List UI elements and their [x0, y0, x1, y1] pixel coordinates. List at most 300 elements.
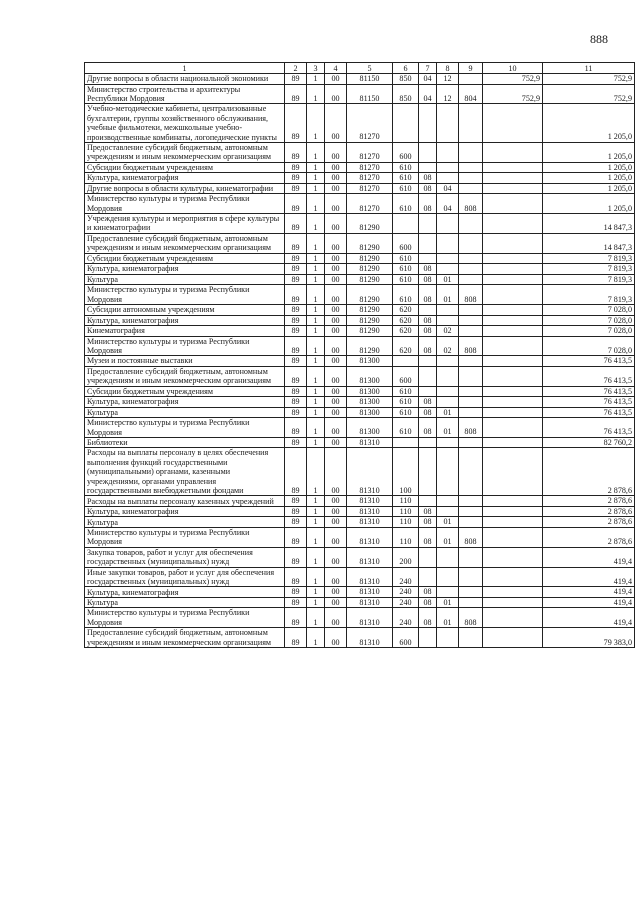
table-row — [85, 397, 635, 408]
cell-c7: 08 — [419, 587, 437, 598]
cell-c5: 81310 — [347, 506, 393, 517]
cell-c8 — [437, 356, 459, 367]
cell-c5: 81290 — [347, 326, 393, 337]
cell-c9 — [459, 264, 483, 275]
column-header-3: 3 — [307, 63, 325, 74]
cell-c6: 610 — [393, 264, 419, 275]
cell-c7: 08 — [419, 597, 437, 608]
cell-c8 — [437, 448, 459, 496]
cell-c7: 08 — [419, 194, 437, 214]
cell-c7 — [419, 233, 437, 253]
cell-c5: 81270 — [347, 183, 393, 194]
cell-c2: 89 — [285, 253, 307, 264]
cell-c5: 81310 — [347, 567, 393, 587]
cell-c6: 240 — [393, 608, 419, 628]
cell-c9 — [459, 496, 483, 507]
cell-c2: 89 — [285, 173, 307, 184]
cell-c7: 08 — [419, 274, 437, 285]
cell-c6: 610 — [393, 162, 419, 173]
cell-c4: 00 — [325, 326, 347, 337]
cell-c10 — [483, 386, 543, 397]
cell-name: Иные закупки товаров, работ и услуг для обеспечения государственных (муниципальных) нужд — [85, 567, 285, 587]
table-row — [85, 233, 635, 253]
cell-c4: 00 — [325, 162, 347, 173]
cell-c9: 808 — [459, 418, 483, 438]
cell-c4: 00 — [325, 194, 347, 214]
cell-c8: 01 — [437, 517, 459, 528]
cell-c11: 7 819,3 — [543, 253, 635, 264]
cell-c11: 76 413,5 — [543, 386, 635, 397]
cell-c9 — [459, 162, 483, 173]
cell-c8: 02 — [437, 326, 459, 337]
cell-c4: 00 — [325, 448, 347, 496]
cell-c2: 89 — [285, 597, 307, 608]
table-row — [85, 567, 635, 587]
cell-c11: 752,9 — [543, 84, 635, 104]
cell-c10 — [483, 628, 543, 648]
cell-c8 — [437, 366, 459, 386]
cell-c7 — [419, 214, 437, 234]
cell-c7 — [419, 305, 437, 316]
cell-name: Министерство культуры и туризма Республики Мордовия — [85, 285, 285, 305]
cell-c3: 1 — [307, 233, 325, 253]
cell-c3: 1 — [307, 194, 325, 214]
cell-c7 — [419, 104, 437, 143]
cell-c8: 12 — [437, 84, 459, 104]
cell-c7 — [419, 162, 437, 173]
cell-c9: 808 — [459, 285, 483, 305]
cell-c6: 600 — [393, 628, 419, 648]
cell-c8 — [437, 305, 459, 316]
cell-c7: 08 — [419, 264, 437, 275]
cell-c11: 7 028,0 — [543, 305, 635, 316]
cell-c6: 600 — [393, 366, 419, 386]
cell-c11: 419,4 — [543, 587, 635, 598]
cell-c11: 7 028,0 — [543, 315, 635, 326]
cell-c9 — [459, 183, 483, 194]
table-row — [85, 366, 635, 386]
cell-c8 — [437, 587, 459, 598]
cell-c5: 81290 — [347, 336, 393, 356]
cell-c2: 89 — [285, 336, 307, 356]
cell-c3: 1 — [307, 517, 325, 528]
cell-c4: 00 — [325, 547, 347, 567]
cell-c8: 02 — [437, 336, 459, 356]
cell-name: Культура — [85, 274, 285, 285]
cell-c8 — [437, 547, 459, 567]
table-row — [85, 448, 635, 496]
cell-c2: 89 — [285, 407, 307, 418]
cell-c7: 08 — [419, 397, 437, 408]
cell-c9 — [459, 253, 483, 264]
column-header-8: 8 — [437, 63, 459, 74]
cell-c3: 1 — [307, 183, 325, 194]
cell-c8 — [437, 214, 459, 234]
cell-c3: 1 — [307, 336, 325, 356]
cell-c10 — [483, 315, 543, 326]
cell-c10 — [483, 418, 543, 438]
cell-name: Кинематография — [85, 326, 285, 337]
cell-c8 — [437, 567, 459, 587]
cell-c8 — [437, 264, 459, 275]
cell-c2: 89 — [285, 628, 307, 648]
cell-c5: 81310 — [347, 448, 393, 496]
table-row — [85, 194, 635, 214]
cell-c8 — [437, 104, 459, 143]
cell-c9 — [459, 628, 483, 648]
table-row — [85, 527, 635, 547]
cell-c6: 620 — [393, 305, 419, 316]
cell-c5: 81310 — [347, 587, 393, 598]
cell-c8 — [437, 397, 459, 408]
cell-c11: 419,4 — [543, 547, 635, 567]
cell-c3: 1 — [307, 173, 325, 184]
table-row — [85, 587, 635, 598]
cell-c4: 00 — [325, 506, 347, 517]
cell-c6: 600 — [393, 233, 419, 253]
cell-c11: 1 205,0 — [543, 194, 635, 214]
cell-c5: 81300 — [347, 356, 393, 367]
cell-c10 — [483, 506, 543, 517]
cell-c4: 00 — [325, 336, 347, 356]
cell-c5: 81290 — [347, 305, 393, 316]
table-row — [85, 162, 635, 173]
cell-c2: 89 — [285, 305, 307, 316]
cell-c2: 89 — [285, 274, 307, 285]
cell-c5: 81270 — [347, 173, 393, 184]
cell-c11: 2 878,6 — [543, 527, 635, 547]
cell-c5: 81150 — [347, 74, 393, 85]
table-row — [85, 437, 635, 448]
cell-c11: 76 413,5 — [543, 407, 635, 418]
table-row — [85, 418, 635, 438]
cell-c4: 00 — [325, 104, 347, 143]
cell-c6: 610 — [393, 386, 419, 397]
cell-c8: 01 — [437, 407, 459, 418]
cell-c4: 00 — [325, 527, 347, 547]
cell-c5: 81290 — [347, 233, 393, 253]
cell-c9 — [459, 407, 483, 418]
cell-c5: 81150 — [347, 84, 393, 104]
table-row — [85, 305, 635, 316]
cell-c6: 610 — [393, 183, 419, 194]
cell-c2: 89 — [285, 84, 307, 104]
column-header-1: 1 — [85, 63, 285, 74]
cell-c10 — [483, 162, 543, 173]
cell-c7 — [419, 437, 437, 448]
cell-name: Министерство строительства и архитектуры Республики Мордовия — [85, 84, 285, 104]
cell-c11: 14 847,3 — [543, 233, 635, 253]
cell-name: Министерство культуры и туризма Республики Мордовия — [85, 418, 285, 438]
cell-c11: 1 205,0 — [543, 142, 635, 162]
column-header-11: 11 — [543, 63, 635, 74]
cell-c10 — [483, 173, 543, 184]
table-row — [85, 285, 635, 305]
cell-c2: 89 — [285, 74, 307, 85]
cell-c7 — [419, 356, 437, 367]
cell-c6: 600 — [393, 142, 419, 162]
cell-c2: 89 — [285, 162, 307, 173]
cell-c8 — [437, 315, 459, 326]
cell-c6: 240 — [393, 597, 419, 608]
cell-c5: 81300 — [347, 386, 393, 397]
cell-c7: 08 — [419, 173, 437, 184]
cell-c3: 1 — [307, 274, 325, 285]
column-header-2: 2 — [285, 63, 307, 74]
cell-c8: 01 — [437, 285, 459, 305]
cell-c2: 89 — [285, 437, 307, 448]
cell-c3: 1 — [307, 587, 325, 598]
cell-c10 — [483, 142, 543, 162]
cell-c4: 00 — [325, 285, 347, 305]
cell-name: Другие вопросы в области культуры, кинематографии — [85, 183, 285, 194]
cell-c3: 1 — [307, 418, 325, 438]
cell-c2: 89 — [285, 315, 307, 326]
cell-name: Министерство культуры и туризма Республики Мордовия — [85, 608, 285, 628]
cell-c2: 89 — [285, 587, 307, 598]
cell-c2: 89 — [285, 386, 307, 397]
cell-c2: 89 — [285, 233, 307, 253]
cell-c7: 08 — [419, 527, 437, 547]
cell-c7: 08 — [419, 336, 437, 356]
cell-c2: 89 — [285, 142, 307, 162]
cell-c4: 00 — [325, 315, 347, 326]
cell-c2: 89 — [285, 264, 307, 275]
cell-c8: 01 — [437, 597, 459, 608]
cell-name: Учебно-методические кабинеты, централизованные бухгалтерии, группы хозяйственного обслуживания, учебные фильмотеки, межшкольные учебно-производственные комбинаты, логопедические пункты — [85, 104, 285, 143]
table-row — [85, 183, 635, 194]
cell-c3: 1 — [307, 628, 325, 648]
cell-name: Музеи и постоянные выставки — [85, 356, 285, 367]
cell-c10 — [483, 527, 543, 547]
cell-c6: 110 — [393, 517, 419, 528]
table-row — [85, 142, 635, 162]
cell-c7: 04 — [419, 74, 437, 85]
cell-c11: 76 413,5 — [543, 397, 635, 408]
cell-c3: 1 — [307, 305, 325, 316]
table-row — [85, 315, 635, 326]
cell-c11: 2 878,6 — [543, 448, 635, 496]
cell-c8 — [437, 386, 459, 397]
cell-c3: 1 — [307, 527, 325, 547]
cell-c2: 89 — [285, 104, 307, 143]
cell-c9 — [459, 104, 483, 143]
cell-c7 — [419, 496, 437, 507]
cell-c10 — [483, 567, 543, 587]
cell-c5: 81300 — [347, 407, 393, 418]
cell-c10 — [483, 496, 543, 507]
table-row — [85, 74, 635, 85]
cell-c3: 1 — [307, 407, 325, 418]
cell-c11: 419,4 — [543, 567, 635, 587]
cell-c2: 89 — [285, 194, 307, 214]
cell-c6: 850 — [393, 74, 419, 85]
header-row — [85, 63, 635, 74]
cell-c4: 00 — [325, 142, 347, 162]
cell-c6: 110 — [393, 506, 419, 517]
cell-c9 — [459, 214, 483, 234]
cell-c7 — [419, 366, 437, 386]
cell-c4: 00 — [325, 397, 347, 408]
column-header-4: 4 — [325, 63, 347, 74]
cell-name: Культура — [85, 517, 285, 528]
cell-c10 — [483, 437, 543, 448]
cell-c7: 08 — [419, 285, 437, 305]
cell-c3: 1 — [307, 397, 325, 408]
cell-name: Предоставление субсидий бюджетным, автономным учреждениям и иным некоммерческим организациям — [85, 142, 285, 162]
cell-c11: 82 760,2 — [543, 437, 635, 448]
column-header-6: 6 — [393, 63, 419, 74]
cell-c3: 1 — [307, 142, 325, 162]
table-row — [85, 173, 635, 184]
cell-c4: 00 — [325, 84, 347, 104]
cell-c7 — [419, 448, 437, 496]
budget-table — [84, 62, 635, 648]
cell-c10 — [483, 233, 543, 253]
cell-c9: 808 — [459, 608, 483, 628]
cell-c2: 89 — [285, 326, 307, 337]
cell-c3: 1 — [307, 264, 325, 275]
cell-name: Субсидии автономным учреждениям — [85, 305, 285, 316]
cell-c8 — [437, 142, 459, 162]
cell-c6 — [393, 104, 419, 143]
cell-c7: 08 — [419, 608, 437, 628]
cell-c9 — [459, 356, 483, 367]
column-header-7: 7 — [419, 63, 437, 74]
column-header-5: 5 — [347, 63, 393, 74]
cell-c7 — [419, 253, 437, 264]
cell-c9 — [459, 547, 483, 567]
cell-c8: 01 — [437, 274, 459, 285]
cell-c5: 81310 — [347, 437, 393, 448]
cell-c8: 12 — [437, 74, 459, 85]
cell-name: Субсидии бюджетным учреждениям — [85, 386, 285, 397]
cell-c6: 240 — [393, 587, 419, 598]
cell-c6: 620 — [393, 315, 419, 326]
cell-c4: 00 — [325, 628, 347, 648]
cell-c3: 1 — [307, 285, 325, 305]
cell-c3: 1 — [307, 253, 325, 264]
cell-c3: 1 — [307, 162, 325, 173]
cell-c10 — [483, 305, 543, 316]
cell-c9 — [459, 233, 483, 253]
cell-c10 — [483, 608, 543, 628]
cell-c9 — [459, 448, 483, 496]
cell-c11: 76 413,5 — [543, 418, 635, 438]
table-row — [85, 628, 635, 648]
cell-c3: 1 — [307, 448, 325, 496]
cell-c4: 00 — [325, 597, 347, 608]
cell-c10 — [483, 214, 543, 234]
cell-c10 — [483, 285, 543, 305]
cell-c8 — [437, 233, 459, 253]
cell-c8 — [437, 437, 459, 448]
cell-c9: 804 — [459, 84, 483, 104]
cell-c3: 1 — [307, 214, 325, 234]
cell-c3: 1 — [307, 496, 325, 507]
cell-name: Учреждения культуры и мероприятия в сфере культуры и кинематографии — [85, 214, 285, 234]
cell-c6: 610 — [393, 418, 419, 438]
cell-c4: 00 — [325, 608, 347, 628]
cell-c3: 1 — [307, 547, 325, 567]
cell-name: Субсидии бюджетным учреждениям — [85, 253, 285, 264]
table-row — [85, 214, 635, 234]
cell-c4: 00 — [325, 418, 347, 438]
cell-c3: 1 — [307, 326, 325, 337]
table-row — [85, 597, 635, 608]
cell-c10 — [483, 366, 543, 386]
cell-c8 — [437, 496, 459, 507]
cell-c6: 610 — [393, 397, 419, 408]
cell-c4: 00 — [325, 274, 347, 285]
cell-c11: 79 383,0 — [543, 628, 635, 648]
cell-name: Культура, кинематография — [85, 315, 285, 326]
cell-name: Предоставление субсидий бюджетным, автономным учреждениям и иным некоммерческим организациям — [85, 628, 285, 648]
cell-c3: 1 — [307, 597, 325, 608]
cell-c5: 81300 — [347, 418, 393, 438]
cell-c10 — [483, 274, 543, 285]
cell-name: Расходы на выплаты персоналу в целях обеспечения выполнения функций государственными (муниципальными) органами, казенными учреждениями, органами управления государственными внебюджетными фондами — [85, 448, 285, 496]
cell-c5: 81300 — [347, 397, 393, 408]
cell-c11: 7 819,3 — [543, 274, 635, 285]
cell-c7: 08 — [419, 506, 437, 517]
cell-c4: 00 — [325, 517, 347, 528]
cell-c6 — [393, 437, 419, 448]
table-row — [85, 253, 635, 264]
cell-c5: 81300 — [347, 366, 393, 386]
cell-c10 — [483, 517, 543, 528]
cell-c8: 01 — [437, 608, 459, 628]
cell-c6: 200 — [393, 547, 419, 567]
cell-c2: 89 — [285, 418, 307, 438]
cell-name: Культура, кинематография — [85, 587, 285, 598]
cell-c6: 110 — [393, 496, 419, 507]
cell-c11: 76 413,5 — [543, 356, 635, 367]
cell-c2: 89 — [285, 506, 307, 517]
cell-c9 — [459, 173, 483, 184]
column-header-10: 10 — [483, 63, 543, 74]
cell-c11: 7 819,3 — [543, 264, 635, 275]
cell-name: Закупка товаров, работ и услуг для обеспечения государственных (муниципальных) нужд — [85, 547, 285, 567]
cell-c3: 1 — [307, 567, 325, 587]
cell-c11: 1 205,0 — [543, 162, 635, 173]
cell-c7 — [419, 628, 437, 648]
cell-c5: 81310 — [347, 517, 393, 528]
cell-c8: 04 — [437, 183, 459, 194]
cell-c11: 2 878,6 — [543, 496, 635, 507]
cell-name: Предоставление субсидий бюджетным, автономным учреждениям и иным некоммерческим организациям — [85, 233, 285, 253]
column-header-9: 9 — [459, 63, 483, 74]
table-row — [85, 608, 635, 628]
page-number: 888 — [590, 32, 608, 46]
cell-c5: 81270 — [347, 162, 393, 173]
cell-c9 — [459, 587, 483, 598]
cell-c8 — [437, 506, 459, 517]
cell-c9 — [459, 366, 483, 386]
cell-c2: 89 — [285, 356, 307, 367]
cell-c3: 1 — [307, 506, 325, 517]
cell-c6: 100 — [393, 448, 419, 496]
cell-c9 — [459, 567, 483, 587]
cell-name: Культура, кинематография — [85, 173, 285, 184]
table-row — [85, 496, 635, 507]
cell-c10 — [483, 194, 543, 214]
cell-c9 — [459, 517, 483, 528]
cell-c5: 81290 — [347, 264, 393, 275]
cell-c3: 1 — [307, 104, 325, 143]
cell-c2: 89 — [285, 285, 307, 305]
cell-c8: 04 — [437, 194, 459, 214]
